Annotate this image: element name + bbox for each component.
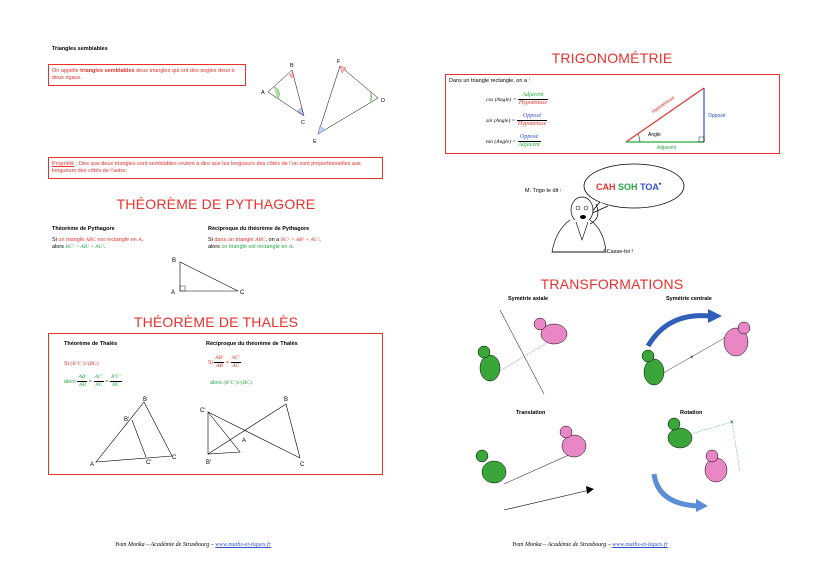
sim-label-a: A [261, 90, 265, 96]
bubble-letter: A [602, 182, 609, 192]
svg-text:×: × [730, 420, 734, 426]
mtrigo-illustration [546, 160, 686, 260]
thales-reciprocal-heading: Réciproque du théorème de Thalès [206, 341, 298, 347]
thr-label-b-prime: B' [206, 460, 212, 466]
pythagore-reciprocal-text: Si dans un triangle ABC, on a BC² = AB² + AC², alors ce triangle est rectangle en A. [208, 237, 321, 250]
cah-soh-toa [596, 182, 662, 192]
thl-label-c-prime: C' [146, 460, 152, 466]
sim-label-d: D [381, 98, 385, 104]
pythagore-theorem-text: Si un triangle ABC est rectangle en A, alors BC² = AB² + AC². [52, 237, 144, 250]
bubble-letter: A [652, 182, 659, 192]
thr-label-c: C [300, 462, 305, 468]
pythagore-theorem-heading: Théorème de Pythagore [52, 226, 115, 232]
footer-left: Yvan Monka – Académie de Strasbourg – www.maths-et-tiques.fr [115, 542, 271, 548]
sim-label-e: E [313, 139, 317, 145]
similar-triangles-figure [258, 56, 408, 148]
sim-label-f: F [337, 59, 341, 65]
green-turtle-icon-4 [668, 418, 692, 448]
trigo-figure [612, 82, 742, 152]
green-turtle-icon-3 [476, 450, 506, 483]
pink-turtle-icon-4 [705, 450, 727, 482]
bubble-letter: O [645, 182, 653, 192]
translation-figure [470, 420, 610, 516]
bubble-letter: T [640, 182, 646, 192]
pythagore-figure [168, 254, 252, 298]
central-symmetry-label: Symétrie centrale [666, 296, 712, 302]
thl-label-b-prime: B' [124, 417, 130, 423]
pink-turtle-icon-3 [560, 426, 586, 457]
bubble-letter: H [609, 182, 616, 192]
axial-symmetry-label: Symétrie axiale [508, 296, 549, 302]
thales-rec-if: Si $\frac{AB'}{AB}$ = $\frac{AC'}{AC}$ [208, 355, 240, 369]
similar-heading: Triangles semblables [52, 46, 108, 52]
pyth-label-c: C [240, 290, 245, 296]
trigo-fig-hyp: Hypoténuse [650, 94, 677, 116]
green-turtle-icon [478, 346, 500, 381]
thl-label-a: A [90, 462, 95, 468]
trigo-fig-angle: Angle [648, 132, 661, 138]
central-symmetry-figure [628, 306, 758, 396]
trigo-fig-opp: Opposé [708, 113, 726, 119]
thales-if: Si (B’C’)//(BC) [64, 361, 99, 367]
axial-symmetry-figure [470, 306, 590, 396]
casse-toi: * Casse-toi ! [603, 249, 633, 255]
pink-turtle-icon [534, 318, 567, 344]
thr-label-a: A [242, 438, 247, 444]
thales-figure-right [196, 392, 316, 470]
trigo-tan: tan (Angle) = $\frac{\text{Opposé}}{\text{Adjacent}}$ [486, 134, 540, 148]
bubble-letter: O [624, 182, 632, 192]
thr-label-c-prime: C' [200, 408, 206, 414]
pythagore-reciprocal-heading: Réciproque du théorème de Pythagore [208, 226, 310, 232]
bubble-letter: * [658, 183, 662, 189]
trigo-fig-adj: Adjacent [657, 145, 677, 151]
similar-property: Propriété : Dire que deux triangles sont semblables revient à dire que les longueurs des côtés de l’un sont proportionnelles aux longueurs des côtés de l’autre. [52, 161, 361, 174]
footer-left-link[interactable]: www.maths-et-tiques.fr [215, 542, 271, 548]
svg-text:×: × [690, 355, 694, 361]
pyth-label-a: A [171, 290, 176, 296]
bubble-letter: C [596, 182, 603, 192]
pythagore-title: THÉORÈME DE PYTHAGORE [116, 196, 316, 212]
similar-property-box [48, 157, 383, 179]
footer-right-link[interactable]: www.maths-et-tiques.fr [612, 542, 668, 548]
thales-title: THÉORÈME DE THALÈS [133, 314, 299, 330]
trigo-title: TRIGONOMÉTRIE [551, 50, 673, 66]
bubble-letter: S [618, 182, 625, 192]
pyth-label-b: B [172, 258, 177, 264]
similar-definition: On appelle triangles semblables deux triangles qui ont des angles deux à deux égaux. [52, 68, 235, 81]
pink-turtle-icon-2 [724, 322, 750, 356]
transformations-title: TRANSFORMATIONS [540, 276, 684, 292]
rotation-figure [644, 416, 754, 516]
thr-label-b: B [284, 397, 289, 403]
mtrigo-label: M. Trigo te dit : [525, 188, 562, 194]
similar-definition-box [48, 64, 246, 86]
footer-right: Yvan Monka – Académie de Strasbourg – www.maths-et-tiques.fr [512, 542, 668, 548]
sim-label-c: C [301, 120, 305, 126]
thales-theorem-heading: Théorème de Thalès [64, 341, 118, 347]
trigo-sin: sin (Angle) = $\frac{\text{Opposé}}{\text{Hypoténuse}}$ [486, 113, 547, 127]
thales-rec-then: alors (B’C’)//(BC). [210, 380, 254, 386]
translation-label: Translation [516, 410, 546, 416]
sim-label-b: B [290, 63, 294, 69]
thales-then: alors $\frac{AB'}{AB}$ = $\frac{AC'}{AC}$ = $\frac{B'C'}{BC}$ [64, 374, 121, 388]
rotation-label: Rotation [680, 410, 703, 416]
trigo-intro: Dans un triangle rectangle, on a : [449, 78, 531, 84]
thl-label-c: C [172, 455, 177, 461]
thl-label-b: B [143, 397, 148, 403]
green-turtle-icon-2 [642, 350, 664, 385]
thales-figure-left [84, 394, 184, 470]
trigo-cos: cos (Angle) = $\frac{\text{Adjacent}}{\text{Hypoténuse}}$ [486, 92, 548, 106]
bubble-letter: H [631, 182, 638, 192]
